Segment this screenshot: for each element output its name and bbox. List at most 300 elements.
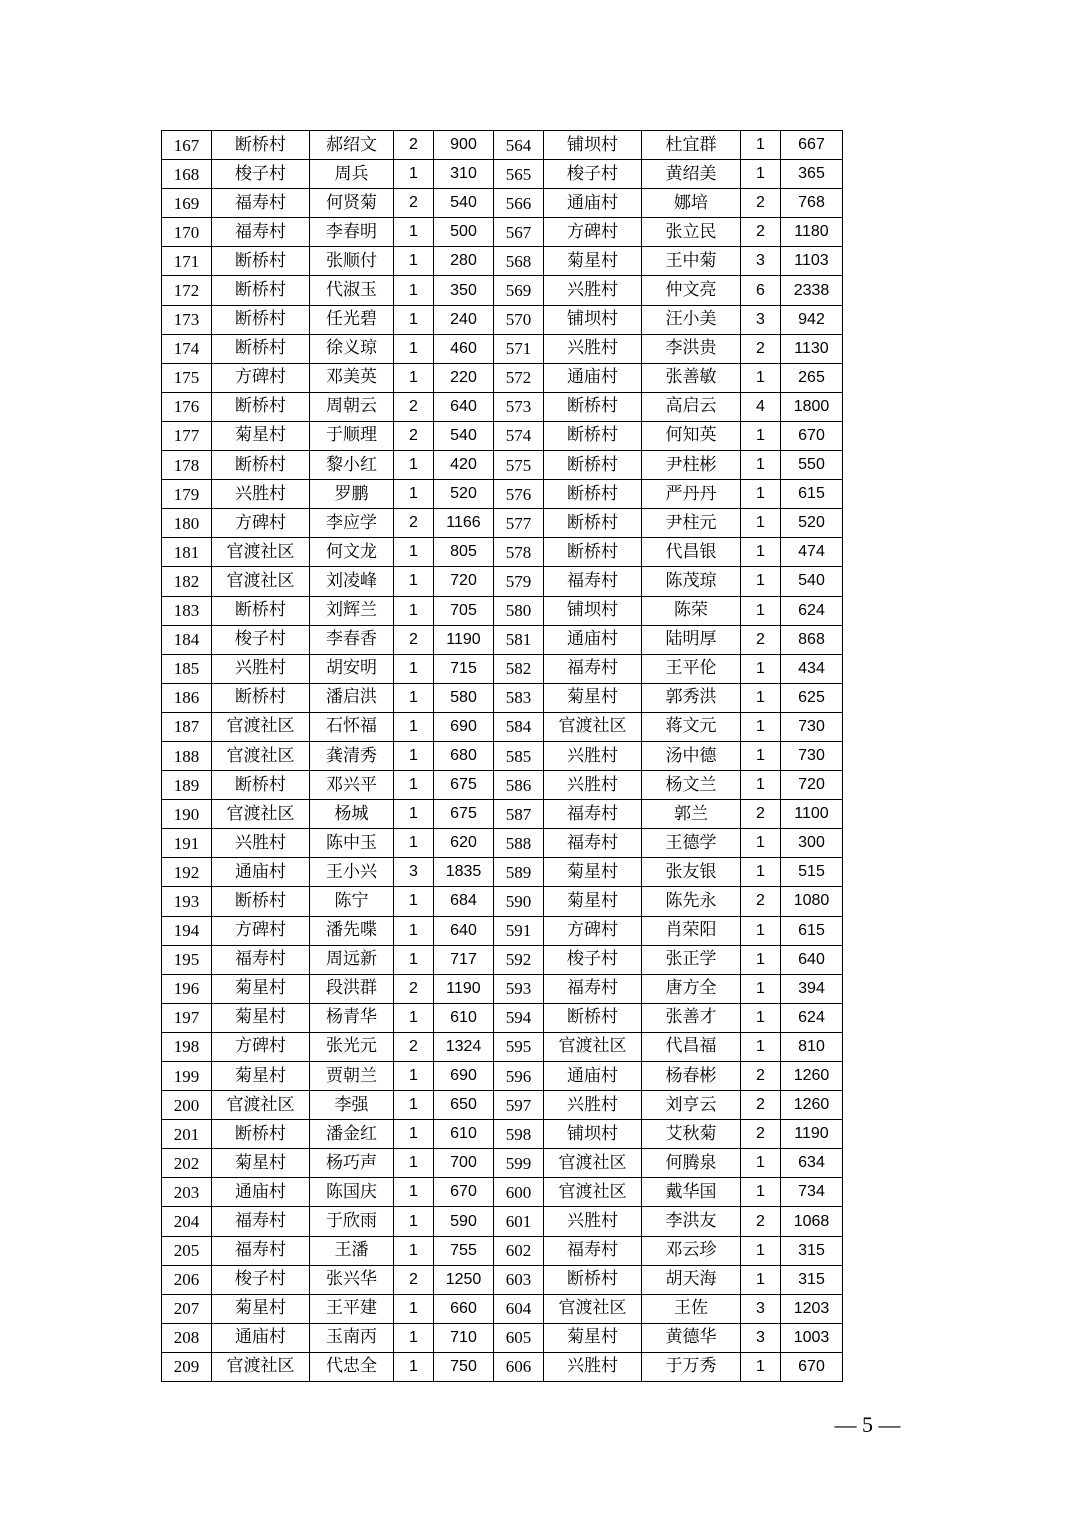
right-name-cell: 陈荣 — [642, 596, 741, 625]
left-row-number: 200 — [162, 1091, 212, 1120]
table-row — [162, 771, 843, 800]
left-row-number: 176 — [162, 392, 212, 421]
table-row — [162, 567, 843, 596]
right-row-number: 588 — [494, 829, 544, 858]
right-row-number: 602 — [494, 1236, 544, 1265]
left-count-cell: 1 — [394, 160, 434, 189]
right-count-cell: 3 — [741, 1294, 781, 1323]
left-village-cell: 兴胜村 — [212, 480, 310, 509]
left-row-number: 194 — [162, 916, 212, 945]
beneficiary-table — [161, 130, 843, 1382]
table-row — [162, 829, 843, 858]
left-amount-cell: 675 — [434, 771, 494, 800]
right-count-cell: 1 — [741, 421, 781, 450]
left-count-cell: 1 — [394, 916, 434, 945]
left-count-cell: 1 — [394, 1120, 434, 1149]
left-village-cell: 菊星村 — [212, 421, 310, 450]
right-amount-cell: 624 — [781, 596, 843, 625]
right-amount-cell: 1103 — [781, 247, 843, 276]
right-village-cell: 兴胜村 — [544, 1352, 642, 1381]
left-count-cell: 1 — [394, 1062, 434, 1091]
right-amount-cell: 615 — [781, 480, 843, 509]
right-row-number: 599 — [494, 1149, 544, 1178]
left-name-cell: 潘先喋 — [310, 916, 394, 945]
right-count-cell: 1 — [741, 131, 781, 160]
left-village-cell: 兴胜村 — [212, 829, 310, 858]
left-row-number: 173 — [162, 305, 212, 334]
table-row — [162, 480, 843, 509]
right-count-cell: 1 — [741, 567, 781, 596]
left-row-number: 201 — [162, 1120, 212, 1149]
table-row — [162, 421, 843, 450]
left-name-cell: 于欣雨 — [310, 1207, 394, 1236]
right-count-cell: 2 — [741, 625, 781, 654]
right-row-number: 585 — [494, 741, 544, 770]
right-name-cell: 杜宜群 — [642, 131, 741, 160]
left-name-cell: 邓兴平 — [310, 771, 394, 800]
left-name-cell: 李春香 — [310, 625, 394, 654]
right-village-cell: 铺坝村 — [544, 1120, 642, 1149]
right-amount-cell: 540 — [781, 567, 843, 596]
right-row-number: 565 — [494, 160, 544, 189]
right-name-cell: 王德学 — [642, 829, 741, 858]
left-count-cell: 1 — [394, 800, 434, 829]
left-amount-cell: 805 — [434, 538, 494, 567]
left-row-number: 195 — [162, 945, 212, 974]
right-village-cell: 福寿村 — [544, 974, 642, 1003]
right-village-cell: 菊星村 — [544, 683, 642, 712]
table-row — [162, 596, 843, 625]
right-amount-cell: 550 — [781, 451, 843, 480]
right-village-cell: 铺坝村 — [544, 596, 642, 625]
left-village-cell: 福寿村 — [212, 945, 310, 974]
page-number: — 5 — — [834, 1412, 901, 1437]
left-name-cell: 张顺付 — [310, 247, 394, 276]
table-row — [162, 1062, 843, 1091]
left-name-cell: 于顺理 — [310, 421, 394, 450]
left-count-cell: 1 — [394, 363, 434, 392]
left-row-number: 191 — [162, 829, 212, 858]
right-row-number: 600 — [494, 1178, 544, 1207]
left-amount-cell: 720 — [434, 567, 494, 596]
left-count-cell: 1 — [394, 247, 434, 276]
left-count-cell: 1 — [394, 1149, 434, 1178]
right-village-cell: 断桥村 — [544, 509, 642, 538]
left-village-cell: 方碑村 — [212, 1032, 310, 1061]
table-row — [162, 1352, 843, 1381]
left-row-number: 209 — [162, 1352, 212, 1381]
right-name-cell: 杨文兰 — [642, 771, 741, 800]
left-row-number: 185 — [162, 654, 212, 683]
left-amount-cell: 900 — [434, 131, 494, 160]
right-name-cell: 唐方全 — [642, 974, 741, 1003]
left-count-cell: 3 — [394, 858, 434, 887]
right-amount-cell: 300 — [781, 829, 843, 858]
right-amount-cell: 810 — [781, 1032, 843, 1061]
right-row-number: 587 — [494, 800, 544, 829]
left-village-cell: 官渡社区 — [212, 1091, 310, 1120]
left-name-cell: 杨青华 — [310, 1003, 394, 1032]
left-village-cell: 通庙村 — [212, 1323, 310, 1352]
left-amount-cell: 500 — [434, 218, 494, 247]
table-row — [162, 1032, 843, 1061]
table-body — [162, 131, 843, 1382]
right-village-cell: 官渡社区 — [544, 712, 642, 741]
left-row-number: 180 — [162, 509, 212, 538]
right-name-cell: 何腾泉 — [642, 1149, 741, 1178]
left-row-number: 196 — [162, 974, 212, 1003]
right-amount-cell: 365 — [781, 160, 843, 189]
right-count-cell: 3 — [741, 1323, 781, 1352]
right-village-cell: 福寿村 — [544, 1236, 642, 1265]
left-count-cell: 1 — [394, 1003, 434, 1032]
right-village-cell: 官渡社区 — [544, 1149, 642, 1178]
left-count-cell: 1 — [394, 451, 434, 480]
right-village-cell: 梭子村 — [544, 945, 642, 974]
left-count-cell: 1 — [394, 712, 434, 741]
left-name-cell: 周远新 — [310, 945, 394, 974]
right-name-cell: 刘亨云 — [642, 1091, 741, 1120]
left-row-number: 167 — [162, 131, 212, 160]
left-name-cell: 王潘 — [310, 1236, 394, 1265]
table-row — [162, 1178, 843, 1207]
right-village-cell: 通庙村 — [544, 1062, 642, 1091]
table-row — [162, 1120, 843, 1149]
left-name-cell: 周兵 — [310, 160, 394, 189]
left-count-cell: 1 — [394, 276, 434, 305]
right-name-cell: 代昌银 — [642, 538, 741, 567]
right-name-cell: 张善才 — [642, 1003, 741, 1032]
right-amount-cell: 1203 — [781, 1294, 843, 1323]
left-name-cell: 刘辉兰 — [310, 596, 394, 625]
right-row-number: 586 — [494, 771, 544, 800]
left-village-cell: 断桥村 — [212, 392, 310, 421]
table-row — [162, 974, 843, 1003]
right-amount-cell: 1130 — [781, 334, 843, 363]
right-amount-cell: 515 — [781, 858, 843, 887]
right-amount-cell: 520 — [781, 509, 843, 538]
left-amount-cell: 660 — [434, 1294, 494, 1323]
left-amount-cell: 620 — [434, 829, 494, 858]
left-village-cell: 梭子村 — [212, 1265, 310, 1294]
left-village-cell: 断桥村 — [212, 305, 310, 334]
right-count-cell: 1 — [741, 1352, 781, 1381]
table-row — [162, 392, 843, 421]
left-name-cell: 李春明 — [310, 218, 394, 247]
left-row-number: 205 — [162, 1236, 212, 1265]
left-count-cell: 1 — [394, 538, 434, 567]
right-row-number: 601 — [494, 1207, 544, 1236]
left-village-cell: 菊星村 — [212, 1294, 310, 1323]
right-village-cell: 断桥村 — [544, 451, 642, 480]
right-name-cell: 陆明厚 — [642, 625, 741, 654]
left-village-cell: 福寿村 — [212, 218, 310, 247]
right-row-number: 596 — [494, 1062, 544, 1091]
left-name-cell: 段洪群 — [310, 974, 394, 1003]
right-count-cell: 1 — [741, 363, 781, 392]
right-row-number: 571 — [494, 334, 544, 363]
left-village-cell: 官渡社区 — [212, 538, 310, 567]
left-name-cell: 龚清秀 — [310, 741, 394, 770]
left-village-cell: 菊星村 — [212, 1003, 310, 1032]
left-name-cell: 陈国庆 — [310, 1178, 394, 1207]
right-amount-cell: 1003 — [781, 1323, 843, 1352]
right-count-cell: 1 — [741, 596, 781, 625]
right-amount-cell: 265 — [781, 363, 843, 392]
right-count-cell: 4 — [741, 392, 781, 421]
right-row-number: 576 — [494, 480, 544, 509]
left-row-number: 183 — [162, 596, 212, 625]
table-row — [162, 887, 843, 916]
left-village-cell: 通庙村 — [212, 1178, 310, 1207]
left-row-number: 184 — [162, 625, 212, 654]
left-amount-cell: 710 — [434, 1323, 494, 1352]
table-row — [162, 218, 843, 247]
right-village-cell: 菊星村 — [544, 858, 642, 887]
left-row-number: 172 — [162, 276, 212, 305]
right-row-number: 604 — [494, 1294, 544, 1323]
table-row — [162, 625, 843, 654]
table-row — [162, 509, 843, 538]
right-count-cell: 2 — [741, 334, 781, 363]
right-name-cell: 李洪贵 — [642, 334, 741, 363]
right-count-cell: 1 — [741, 974, 781, 1003]
right-name-cell: 汤中德 — [642, 741, 741, 770]
right-row-number: 574 — [494, 421, 544, 450]
left-count-cell: 1 — [394, 218, 434, 247]
right-count-cell: 2 — [741, 1120, 781, 1149]
left-count-cell: 1 — [394, 1178, 434, 1207]
right-name-cell: 艾秋菊 — [642, 1120, 741, 1149]
table-row — [162, 538, 843, 567]
table-row — [162, 654, 843, 683]
right-village-cell: 铺坝村 — [544, 305, 642, 334]
right-count-cell: 3 — [741, 247, 781, 276]
right-name-cell: 黄德华 — [642, 1323, 741, 1352]
left-amount-cell: 420 — [434, 451, 494, 480]
right-name-cell: 高启云 — [642, 392, 741, 421]
right-name-cell: 王平伦 — [642, 654, 741, 683]
left-amount-cell: 650 — [434, 1091, 494, 1120]
right-village-cell: 断桥村 — [544, 1265, 642, 1294]
left-village-cell: 通庙村 — [212, 858, 310, 887]
right-village-cell: 通庙村 — [544, 363, 642, 392]
left-village-cell: 福寿村 — [212, 1236, 310, 1265]
right-row-number: 594 — [494, 1003, 544, 1032]
left-village-cell: 方碑村 — [212, 363, 310, 392]
left-village-cell: 断桥村 — [212, 771, 310, 800]
right-name-cell: 张善敏 — [642, 363, 741, 392]
right-count-cell: 1 — [741, 509, 781, 538]
right-village-cell: 福寿村 — [544, 654, 642, 683]
right-village-cell: 断桥村 — [544, 538, 642, 567]
right-row-number: 597 — [494, 1091, 544, 1120]
right-village-cell: 兴胜村 — [544, 276, 642, 305]
right-row-number: 578 — [494, 538, 544, 567]
left-row-number: 186 — [162, 683, 212, 712]
left-amount-cell: 280 — [434, 247, 494, 276]
table-row — [162, 160, 843, 189]
right-amount-cell: 730 — [781, 741, 843, 770]
right-amount-cell: 1260 — [781, 1062, 843, 1091]
right-village-cell: 方碑村 — [544, 218, 642, 247]
right-village-cell: 兴胜村 — [544, 334, 642, 363]
left-name-cell: 任光碧 — [310, 305, 394, 334]
right-row-number: 570 — [494, 305, 544, 334]
right-count-cell: 1 — [741, 654, 781, 683]
left-village-cell: 梭子村 — [212, 160, 310, 189]
left-village-cell: 断桥村 — [212, 1120, 310, 1149]
right-name-cell: 邓云珍 — [642, 1236, 741, 1265]
right-amount-cell: 315 — [781, 1236, 843, 1265]
right-row-number: 595 — [494, 1032, 544, 1061]
table-row — [162, 800, 843, 829]
right-village-cell: 福寿村 — [544, 829, 642, 858]
right-row-number: 564 — [494, 131, 544, 160]
left-amount-cell: 610 — [434, 1003, 494, 1032]
left-row-number: 193 — [162, 887, 212, 916]
left-amount-cell: 750 — [434, 1352, 494, 1381]
right-row-number: 582 — [494, 654, 544, 683]
right-count-cell: 2 — [741, 1207, 781, 1236]
right-village-cell: 兴胜村 — [544, 741, 642, 770]
left-name-cell: 潘启洪 — [310, 683, 394, 712]
right-count-cell: 1 — [741, 945, 781, 974]
right-village-cell: 福寿村 — [544, 567, 642, 596]
right-name-cell: 胡天海 — [642, 1265, 741, 1294]
right-count-cell: 3 — [741, 305, 781, 334]
left-name-cell: 李强 — [310, 1091, 394, 1120]
left-name-cell: 陈宁 — [310, 887, 394, 916]
left-village-cell: 方碑村 — [212, 509, 310, 538]
left-name-cell: 玉南丙 — [310, 1323, 394, 1352]
left-count-cell: 2 — [394, 392, 434, 421]
left-village-cell: 菊星村 — [212, 1149, 310, 1178]
left-amount-cell: 350 — [434, 276, 494, 305]
left-amount-cell: 1324 — [434, 1032, 494, 1061]
left-count-cell: 1 — [394, 829, 434, 858]
right-count-cell: 1 — [741, 741, 781, 770]
right-row-number: 598 — [494, 1120, 544, 1149]
left-name-cell: 李应学 — [310, 509, 394, 538]
right-village-cell: 兴胜村 — [544, 771, 642, 800]
left-amount-cell: 1190 — [434, 625, 494, 654]
right-row-number: 592 — [494, 945, 544, 974]
left-amount-cell: 705 — [434, 596, 494, 625]
left-name-cell: 王平建 — [310, 1294, 394, 1323]
right-name-cell: 陈茂琼 — [642, 567, 741, 596]
left-amount-cell: 700 — [434, 1149, 494, 1178]
right-count-cell: 1 — [741, 480, 781, 509]
left-village-cell: 断桥村 — [212, 247, 310, 276]
left-count-cell: 2 — [394, 1265, 434, 1294]
left-amount-cell: 1835 — [434, 858, 494, 887]
right-amount-cell: 1080 — [781, 887, 843, 916]
right-village-cell: 菊星村 — [544, 1323, 642, 1352]
table-row — [162, 916, 843, 945]
right-name-cell: 黄绍美 — [642, 160, 741, 189]
right-amount-cell: 1260 — [781, 1091, 843, 1120]
left-village-cell: 官渡社区 — [212, 1352, 310, 1381]
right-count-cell: 1 — [741, 916, 781, 945]
right-name-cell: 何知英 — [642, 421, 741, 450]
right-count-cell: 2 — [741, 800, 781, 829]
right-village-cell: 通庙村 — [544, 189, 642, 218]
right-row-number: 606 — [494, 1352, 544, 1381]
right-amount-cell: 1190 — [781, 1120, 843, 1149]
right-amount-cell: 734 — [781, 1178, 843, 1207]
left-village-cell: 梭子村 — [212, 625, 310, 654]
right-row-number: 575 — [494, 451, 544, 480]
right-amount-cell: 868 — [781, 625, 843, 654]
left-name-cell: 刘凌峰 — [310, 567, 394, 596]
right-row-number: 581 — [494, 625, 544, 654]
right-village-cell: 官渡社区 — [544, 1178, 642, 1207]
table-row — [162, 1236, 843, 1265]
table-row — [162, 1323, 843, 1352]
left-row-number: 182 — [162, 567, 212, 596]
left-row-number: 197 — [162, 1003, 212, 1032]
left-name-cell: 邓美英 — [310, 363, 394, 392]
right-amount-cell: 1800 — [781, 392, 843, 421]
left-count-cell: 1 — [394, 305, 434, 334]
right-count-cell: 1 — [741, 1178, 781, 1207]
right-count-cell: 1 — [741, 538, 781, 567]
left-amount-cell: 220 — [434, 363, 494, 392]
right-amount-cell: 1100 — [781, 800, 843, 829]
left-count-cell: 1 — [394, 1091, 434, 1120]
left-amount-cell: 717 — [434, 945, 494, 974]
left-row-number: 168 — [162, 160, 212, 189]
left-amount-cell: 640 — [434, 916, 494, 945]
left-amount-cell: 1166 — [434, 509, 494, 538]
left-amount-cell: 684 — [434, 887, 494, 916]
right-name-cell: 严丹丹 — [642, 480, 741, 509]
right-name-cell: 李洪友 — [642, 1207, 741, 1236]
left-name-cell: 徐义琼 — [310, 334, 394, 363]
left-row-number: 206 — [162, 1265, 212, 1294]
left-row-number: 208 — [162, 1323, 212, 1352]
right-village-cell: 福寿村 — [544, 800, 642, 829]
left-amount-cell: 1190 — [434, 974, 494, 1003]
left-count-cell: 1 — [394, 1207, 434, 1236]
left-village-cell: 断桥村 — [212, 451, 310, 480]
right-count-cell: 2 — [741, 887, 781, 916]
right-name-cell: 汪小美 — [642, 305, 741, 334]
left-count-cell: 1 — [394, 683, 434, 712]
right-amount-cell: 730 — [781, 712, 843, 741]
left-count-cell: 1 — [394, 334, 434, 363]
right-count-cell: 1 — [741, 1032, 781, 1061]
left-name-cell: 郝绍文 — [310, 131, 394, 160]
right-village-cell: 官渡社区 — [544, 1032, 642, 1061]
right-name-cell: 王中菊 — [642, 247, 741, 276]
left-row-number: 170 — [162, 218, 212, 247]
table-row — [162, 189, 843, 218]
left-row-number: 171 — [162, 247, 212, 276]
left-name-cell: 周朝云 — [310, 392, 394, 421]
left-row-number: 174 — [162, 334, 212, 363]
table-row — [162, 276, 843, 305]
left-village-cell: 官渡社区 — [212, 741, 310, 770]
left-amount-cell: 675 — [434, 800, 494, 829]
left-name-cell: 代忠全 — [310, 1352, 394, 1381]
right-village-cell: 菊星村 — [544, 887, 642, 916]
left-count-cell: 1 — [394, 654, 434, 683]
table-row — [162, 451, 843, 480]
right-amount-cell: 474 — [781, 538, 843, 567]
right-row-number: 584 — [494, 712, 544, 741]
